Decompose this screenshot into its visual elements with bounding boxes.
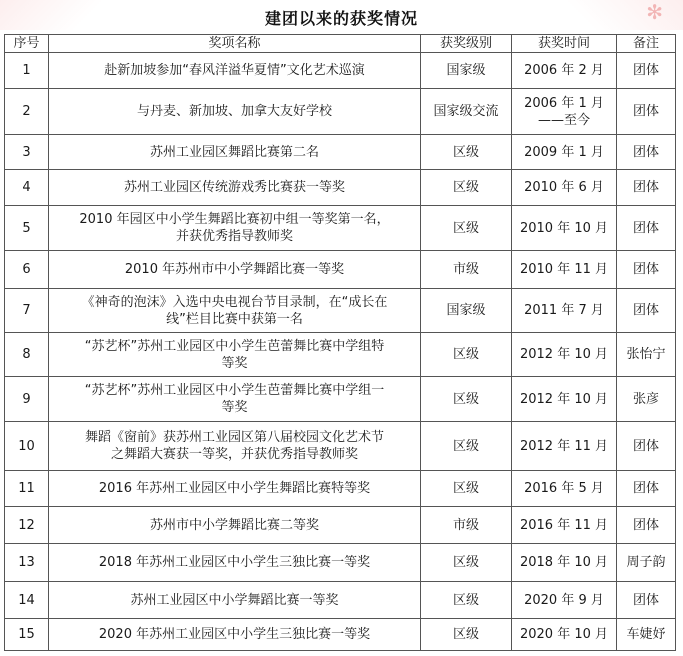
cell-no: 8 <box>5 333 49 377</box>
table-row <box>5 471 676 507</box>
cell-time: 2010 年 11 月 <box>512 251 617 289</box>
cell-time: 2018 年 10 月 <box>512 544 617 582</box>
cell-level: 区级 <box>421 544 512 582</box>
cell-time: 2006 年 2 月 <box>512 53 617 89</box>
cell-no: 4 <box>5 170 49 206</box>
table-row <box>5 507 676 544</box>
cell-time: 2016 年 5 月 <box>512 471 617 507</box>
cell-no: 2 <box>5 89 49 135</box>
cell-note: 团体 <box>617 471 676 507</box>
cell-no: 10 <box>5 422 49 471</box>
cell-level: 区级 <box>421 619 512 651</box>
cell-name: 苏州工业园区舞蹈比赛第二名 <box>49 135 421 170</box>
cell-time: 2016 年 11 月 <box>512 507 617 544</box>
cell-level: 市级 <box>421 507 512 544</box>
cell-name: 2018 年苏州工业园区中小学生三独比赛一等奖 <box>49 544 421 582</box>
table-header-row <box>5 35 676 53</box>
header-no: 序号 <box>5 35 49 53</box>
cell-note: 团体 <box>617 89 676 135</box>
cell-time: 2012 年 11 月 <box>512 422 617 471</box>
cell-level: 区级 <box>421 582 512 619</box>
cell-name: “苏艺杯”苏州工业园区中小学生芭蕾舞比赛中学组一 等奖 <box>49 377 421 422</box>
cell-no: 9 <box>5 377 49 422</box>
cell-no: 14 <box>5 582 49 619</box>
cell-time: 2006 年 1 月 ——至今 <box>512 89 617 135</box>
cell-note: 周子韵 <box>617 544 676 582</box>
cell-level: 区级 <box>421 135 512 170</box>
snowflake-icon: ✻ <box>646 0 663 24</box>
cell-time: 2009 年 1 月 <box>512 135 617 170</box>
cell-note: 团体 <box>617 206 676 251</box>
cell-note: 团体 <box>617 251 676 289</box>
table-row <box>5 582 676 619</box>
cell-level: 国家级 <box>421 289 512 333</box>
cell-note: 团体 <box>617 507 676 544</box>
table-row <box>5 289 676 333</box>
header-time: 获奖时间 <box>512 35 617 53</box>
table-row <box>5 206 676 251</box>
cell-name: 苏州工业园区传统游戏秀比赛获一等奖 <box>49 170 421 206</box>
cell-no: 11 <box>5 471 49 507</box>
cell-name: 苏州市中小学舞蹈比赛二等奖 <box>49 507 421 544</box>
header-note: 备注 <box>617 35 676 53</box>
cell-time: 2012 年 10 月 <box>512 333 617 377</box>
cell-note: 团体 <box>617 53 676 89</box>
page-title: 建团以来的获奖情况 <box>264 9 418 28</box>
cell-level: 区级 <box>421 333 512 377</box>
awards-table <box>4 34 676 651</box>
cell-level: 国家级交流 <box>421 89 512 135</box>
cell-note: 团体 <box>617 135 676 170</box>
table-row <box>5 422 676 471</box>
cell-no: 5 <box>5 206 49 251</box>
table-row <box>5 377 676 422</box>
cell-name: 与丹麦、新加坡、加拿大友好学校 <box>49 89 421 135</box>
cell-level: 市级 <box>421 251 512 289</box>
header-level: 获奖级别 <box>421 35 512 53</box>
cell-no: 12 <box>5 507 49 544</box>
cell-name: 2016 年苏州工业园区中小学生舞蹈比赛特等奖 <box>49 471 421 507</box>
table-row <box>5 135 676 170</box>
cell-time: 2010 年 10 月 <box>512 206 617 251</box>
cell-name: 2010 年苏州市中小学舞蹈比赛一等奖 <box>49 251 421 289</box>
cell-no: 1 <box>5 53 49 89</box>
cell-no: 3 <box>5 135 49 170</box>
cell-level: 国家级 <box>421 53 512 89</box>
cell-level: 区级 <box>421 206 512 251</box>
cell-note: 团体 <box>617 289 676 333</box>
table-row <box>5 544 676 582</box>
cell-note: 团体 <box>617 582 676 619</box>
cell-name: 2010 年园区中小学生舞蹈比赛初中组一等奖第一名， 并获优秀指导教师奖 <box>49 206 421 251</box>
cell-level: 区级 <box>421 471 512 507</box>
cell-name: 舞蹈《窗前》获苏州工业园区第八届校园文化艺术节 之舞蹈大赛获一等奖，并获优秀指导教师奖 <box>49 422 421 471</box>
cell-name: 苏州工业园区中小学舞蹈比赛一等奖 <box>49 582 421 619</box>
cell-level: 区级 <box>421 170 512 206</box>
table-row <box>5 53 676 89</box>
table-row <box>5 251 676 289</box>
cell-note: 车婕妤 <box>617 619 676 651</box>
cell-name: 《神奇的泡沫》入选中央电视台节目录制，在“成长在 线”栏目比赛中获第一名 <box>49 289 421 333</box>
cell-name: 赴新加坡参加“春风洋溢华夏情”文化艺术巡演 <box>49 53 421 89</box>
cell-time: 2010 年 6 月 <box>512 170 617 206</box>
cell-no: 15 <box>5 619 49 651</box>
table-row <box>5 333 676 377</box>
cell-level: 区级 <box>421 422 512 471</box>
cell-note: 团体 <box>617 422 676 471</box>
cell-name: “苏艺杯”苏州工业园区中小学生芭蕾舞比赛中学组特 等奖 <box>49 333 421 377</box>
cell-note: 张彦 <box>617 377 676 422</box>
cell-level: 区级 <box>421 377 512 422</box>
cell-note: 团体 <box>617 170 676 206</box>
cell-time: 2011 年 7 月 <box>512 289 617 333</box>
cell-time: 2020 年 9 月 <box>512 582 617 619</box>
header-name: 奖项名称 <box>49 35 421 53</box>
table-row <box>5 89 676 135</box>
cell-no: 6 <box>5 251 49 289</box>
cell-no: 7 <box>5 289 49 333</box>
cell-note: 张怡宁 <box>617 333 676 377</box>
cell-time: 2020 年 10 月 <box>512 619 617 651</box>
cell-no: 13 <box>5 544 49 582</box>
table-row <box>5 170 676 206</box>
cell-time: 2012 年 10 月 <box>512 377 617 422</box>
cell-name: 2020 年苏州工业园区中小学生三独比赛一等奖 <box>49 619 421 651</box>
table-row <box>5 619 676 651</box>
